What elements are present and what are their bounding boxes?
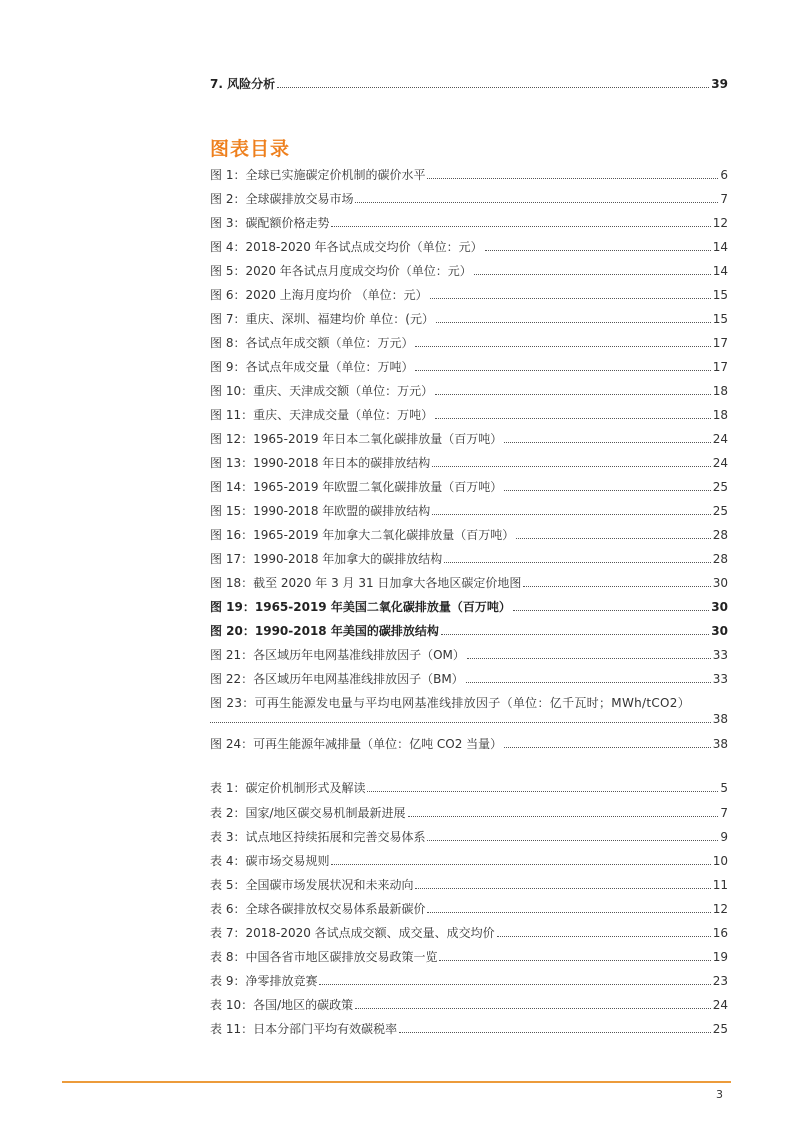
footer-divider [62, 1081, 731, 1083]
toc-label: 图 2：全球碳排放交易市场 [210, 192, 354, 206]
dot-leader [277, 87, 709, 88]
dot-leader [355, 202, 718, 203]
toc-label: 图 12：1965-2019 年日本二氧化碳排放量（百万吨） [210, 432, 503, 446]
toc-label: 图 23：可再生能源发电量与平均电网基准线排放因子（单位：亿千瓦时；MWh/tCO2） [210, 696, 691, 710]
toc-page: 18 [712, 384, 728, 398]
figure-entry-18[interactable] [210, 575, 728, 591]
figure-entry-11[interactable] [210, 407, 728, 423]
toc-page: 38 [712, 712, 728, 726]
toc-page: 15 [712, 288, 728, 302]
toc-label: 图 22：各区域历年电网基准线排放因子（BM） [210, 672, 464, 686]
dot-leader [504, 442, 710, 443]
toc-page: 10 [712, 854, 728, 868]
figure-entry-5[interactable] [210, 263, 728, 279]
toc-label: 图 10：重庆、天津成交额（单位：万元） [210, 384, 434, 398]
dot-leader [415, 370, 710, 371]
figure-entry-24[interactable] [210, 736, 728, 752]
dot-leader [436, 322, 711, 323]
table-entry-8[interactable] [210, 949, 728, 965]
toc-page: 7 [720, 806, 728, 820]
toc-label: 图 11：重庆、天津成交量（单位：万吨） [210, 408, 434, 422]
toc-page: 30 [711, 624, 728, 638]
dot-leader [516, 538, 710, 539]
toc-page: 14 [712, 264, 728, 278]
dot-leader [367, 791, 718, 792]
toc-label: 表 6：全球各碳排放权交易体系最新碳价 [210, 902, 426, 916]
toc-label: 图 1：全球已实施碳定价机制的碳价水平 [210, 168, 426, 182]
dot-leader [466, 682, 711, 683]
toc-page: 5 [720, 781, 728, 795]
table-entry-4[interactable] [210, 853, 728, 869]
dot-leader [435, 418, 711, 419]
toc-page: 28 [712, 528, 728, 542]
toc-page: 23 [712, 974, 728, 988]
dot-leader [319, 984, 710, 985]
toc-label: 图 5：2020 年各试点月度成交均价（单位：元） [210, 264, 472, 278]
toc-page: 16 [712, 926, 728, 940]
table-entry-5[interactable] [210, 877, 728, 893]
dot-leader [415, 888, 710, 889]
figure-entry-20[interactable] [210, 623, 728, 639]
toc-label: 表 8：中国各省市地区碳排放交易政策一览 [210, 950, 438, 964]
dot-leader [210, 722, 711, 723]
figure-entry-15[interactable] [210, 503, 728, 519]
dot-leader [504, 747, 711, 748]
toc-page: 7 [720, 192, 728, 206]
dot-leader [441, 634, 709, 635]
dot-leader [408, 816, 719, 817]
toc-page: 14 [712, 240, 728, 254]
toc-page: 24 [712, 432, 728, 446]
toc-label: 图 8：各试点年成交额（单位：万元） [210, 336, 414, 350]
toc-page: 28 [712, 552, 728, 566]
dot-leader [435, 394, 711, 395]
dot-leader [523, 586, 710, 587]
figure-entry-12[interactable] [210, 431, 728, 447]
table-entry-7[interactable] [210, 925, 728, 941]
toc-label: 表 2：国家/地区碳交易机制最新进展 [210, 806, 406, 820]
toc-page: 25 [712, 504, 728, 518]
toc-label: 图 24：可再生能源年减排量（单位：亿吨 CO2 当量） [210, 737, 503, 751]
dot-leader [331, 226, 710, 227]
dot-leader [485, 250, 711, 251]
table-entry-6[interactable] [210, 901, 728, 917]
toc-page: 33 [712, 648, 728, 662]
dot-leader [432, 514, 710, 515]
toc-label: 图 4：2018-2020 年各试点成交均价（单位：元） [210, 240, 483, 254]
figure-entry-13[interactable] [210, 455, 728, 471]
toc-page: 15 [712, 312, 728, 326]
figure-entry-16[interactable] [210, 527, 728, 543]
figure-entry-19[interactable] [210, 599, 728, 615]
figure-entry-4[interactable] [210, 239, 728, 255]
toc-line2 [210, 711, 728, 727]
toc-page: 33 [712, 672, 728, 686]
toc-page: 11 [712, 878, 728, 892]
dot-leader [355, 1008, 711, 1009]
toc-page: 18 [712, 408, 728, 422]
dot-leader [331, 864, 710, 865]
toc-page: 17 [712, 360, 728, 374]
toc-label: 图 19：1965-2019 年美国二氧化碳排放量（百万吨） [210, 600, 511, 614]
figure-entry-10[interactable] [210, 383, 728, 399]
toc-label: 表 5：全国碳市场发展状况和未来动向 [210, 878, 414, 892]
toc-page: 19 [712, 950, 728, 964]
toc-label: 7. 风险分析 [210, 77, 276, 91]
dot-leader [399, 1032, 711, 1033]
figure-entry-8[interactable] [210, 335, 728, 351]
section-title: 图表目录 [210, 138, 291, 160]
dot-leader [430, 298, 711, 299]
toc-label: 图 17：1990-2018 年加拿大的碳排放结构 [210, 552, 443, 566]
table-entry-11[interactable] [210, 1021, 728, 1037]
dot-leader [439, 960, 710, 961]
toc-label: 图 21：各区域历年电网基准线排放因子（OM） [210, 648, 465, 662]
figure-entry-17[interactable] [210, 551, 728, 567]
toc-page: 17 [712, 336, 728, 350]
dot-leader [427, 912, 710, 913]
toc-page: 12 [712, 902, 728, 916]
toc-page: 38 [712, 737, 728, 751]
figure-entry-1[interactable] [210, 167, 728, 183]
toc-label: 图 3：碳配额价格走势 [210, 216, 330, 230]
toc-page: 6 [720, 168, 728, 182]
toc-label: 图 9：各试点年成交量（单位：万吨） [210, 360, 414, 374]
toc-label: 表 11：日本分部门平均有效碳税率 [210, 1022, 398, 1036]
dot-leader [474, 274, 711, 275]
toc-page: 24 [712, 456, 728, 470]
toc-page: 25 [712, 1022, 728, 1036]
toc-label: 图 16：1965-2019 年加拿大二氧化碳排放量（百万吨） [210, 528, 515, 542]
toc-label: 图 13：1990-2018 年日本的碳排放结构 [210, 456, 431, 470]
figure-entry-2[interactable] [210, 191, 728, 207]
toc-page: 30 [711, 600, 728, 614]
dot-leader [467, 658, 711, 659]
toc-page: 9 [720, 830, 728, 844]
table-entry-2[interactable] [210, 805, 728, 821]
toc-label: 表 3：试点地区持续拓展和完善交易体系 [210, 830, 426, 844]
toc-page: 25 [712, 480, 728, 494]
toc-label: 表 9：净零排放竞赛 [210, 974, 318, 988]
table-entry-1[interactable] [210, 780, 728, 796]
dot-leader [427, 840, 718, 841]
figure-entry-3[interactable] [210, 215, 728, 231]
toc-label: 图 18：截至 2020 年 3 月 31 日加拿大各地区碳定价地图 [210, 576, 522, 590]
figure-entry-22[interactable] [210, 671, 728, 687]
toc-label: 图 20：1990-2018 年美国的碳排放结构 [210, 624, 439, 638]
table-entry-10[interactable] [210, 997, 728, 1013]
toc-label: 表 7：2018-2020 各试点成交额、成交量、成交均价 [210, 926, 495, 940]
table-entry-3[interactable] [210, 829, 728, 845]
figure-entry-6[interactable] [210, 287, 728, 303]
dot-leader [504, 490, 710, 491]
dot-leader [497, 936, 711, 937]
top-toc-entry[interactable] [210, 76, 728, 92]
dot-leader [513, 610, 709, 611]
toc-label: 图 7：重庆、深圳、福建均价 单位：(元） [210, 312, 434, 326]
toc-label: 表 4：碳市场交易规则 [210, 854, 330, 868]
toc-page: 39 [711, 77, 728, 91]
figure-entry-7[interactable] [210, 311, 728, 327]
toc-label: 表 1：碳定价机制形式及解读 [210, 781, 366, 795]
dot-leader [415, 346, 710, 347]
dot-leader [444, 562, 710, 563]
toc-page: 24 [712, 998, 728, 1012]
toc-label: 图 14：1965-2019 年欧盟二氧化碳排放量（百万吨） [210, 480, 503, 494]
toc-label: 表 10：各国/地区的碳政策 [210, 998, 354, 1012]
figure-entry-21[interactable] [210, 647, 728, 663]
table-entry-9[interactable] [210, 973, 728, 989]
figure-entry-23[interactable] [210, 695, 728, 729]
figure-entry-14[interactable] [210, 479, 728, 495]
toc-label: 图 6：2020 上海月度均价 （单位：元） [210, 288, 428, 302]
page-number: 3 [716, 1088, 723, 1101]
toc-page: 12 [712, 216, 728, 230]
figure-entry-9[interactable] [210, 359, 728, 375]
toc-page: 30 [712, 576, 728, 590]
dot-leader [432, 466, 710, 467]
toc-label: 图 15：1990-2018 年欧盟的碳排放结构 [210, 504, 431, 518]
dot-leader [427, 178, 718, 179]
